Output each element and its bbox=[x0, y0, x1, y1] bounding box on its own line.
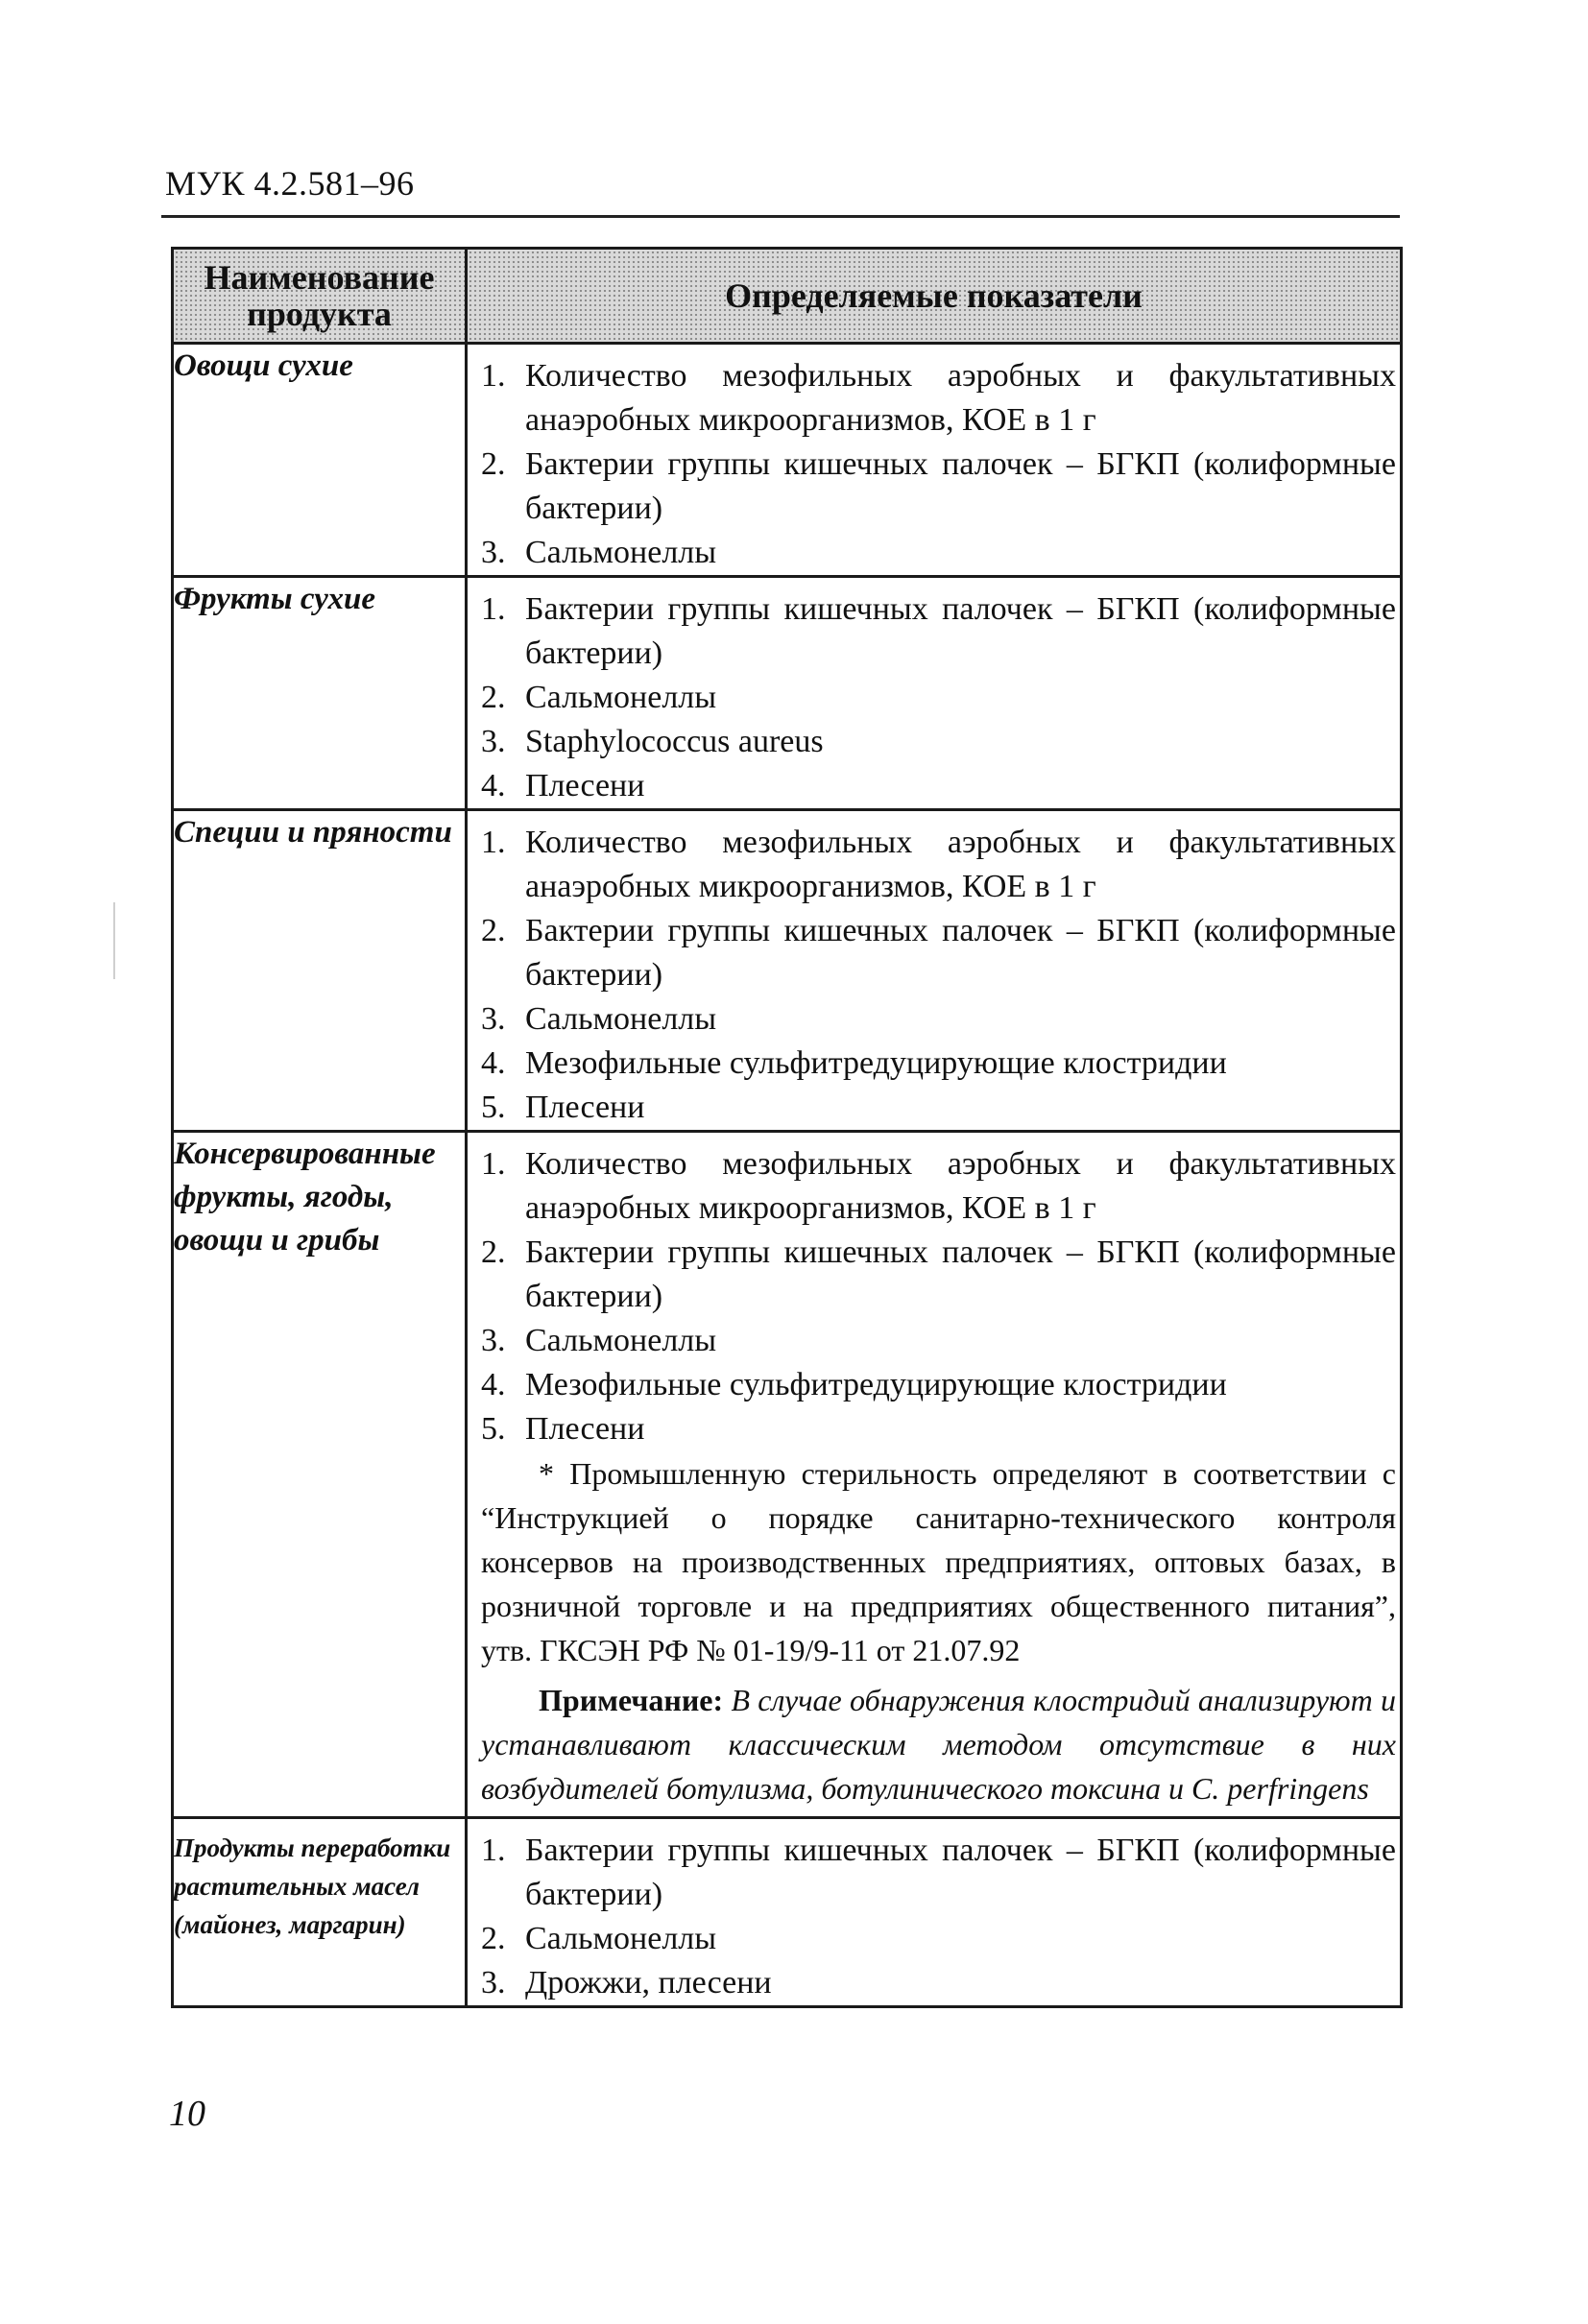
item-number: 1. bbox=[481, 591, 506, 627]
item-number: 3. bbox=[481, 1323, 506, 1358]
item-text: Плесени bbox=[525, 1411, 645, 1447]
item-text: Staphylococcus aureus bbox=[525, 724, 824, 759]
item-text: Бактерии группы кишечных палочек – БГКП (колиформные бактерии) bbox=[525, 446, 1396, 526]
item-number: 2. bbox=[481, 680, 506, 715]
table-row bbox=[173, 344, 1402, 577]
item-text: Мезофильные сульфитредуцирующие клостридии bbox=[525, 1367, 1227, 1402]
item-text: Сальмонеллы bbox=[525, 1921, 717, 1956]
item-text: Сальмонеллы bbox=[525, 1323, 717, 1358]
remark-text: В случае обнаружения клостридий анализируют и устанавливают классическим методом отсутствие в них возбудителей ботулизма, ботулинического токсина и C. perfringens bbox=[481, 1683, 1397, 1806]
indicators-cell bbox=[467, 344, 1402, 577]
indicators-cell bbox=[467, 1132, 1402, 1818]
table-row bbox=[173, 1818, 1402, 2007]
list-item bbox=[481, 1319, 1396, 1363]
table-header-row bbox=[173, 249, 1402, 344]
document-code-header: МУК 4.2.581–96 bbox=[165, 164, 415, 203]
product-name: Овощи сухие bbox=[173, 344, 467, 577]
indicators-table bbox=[171, 247, 1403, 2008]
table-row bbox=[173, 577, 1402, 810]
indicators-cell bbox=[467, 1818, 1402, 2007]
list-item bbox=[481, 1829, 1396, 1917]
item-number: 1. bbox=[481, 825, 506, 860]
product-name: Продукты переработки растительных масел (майонез, маргарин) bbox=[173, 1818, 467, 2007]
header-rule bbox=[161, 215, 1400, 218]
item-number: 4. bbox=[481, 1045, 506, 1081]
list-item bbox=[481, 1042, 1396, 1086]
item-number: 3. bbox=[481, 1965, 506, 2001]
item-text: Дрожжи, плесени bbox=[525, 1965, 772, 2001]
item-text: Количество мезофильных аэробных и факультативных анаэробных микроорганизмов, КОЕ в 1 г bbox=[525, 1146, 1396, 1226]
indicator-list bbox=[468, 1819, 1400, 2005]
item-number: 3. bbox=[481, 1001, 506, 1037]
list-item bbox=[481, 1086, 1396, 1130]
indicators-cell bbox=[467, 577, 1402, 810]
indicators-cell bbox=[467, 810, 1402, 1132]
item-text: Количество мезофильных аэробных и факультативных анаэробных микроорганизмов, КОЕ в 1 г bbox=[525, 825, 1396, 904]
remark-label: Примечание: bbox=[539, 1683, 724, 1717]
item-number: 2. bbox=[481, 446, 506, 482]
indicator-list bbox=[468, 1133, 1400, 1451]
col-header-product: Наименование продукта bbox=[173, 249, 467, 344]
item-number: 5. bbox=[481, 1090, 506, 1125]
item-text: Мезофильные сульфитредуцирующие клостридии bbox=[525, 1045, 1227, 1081]
col-header-indicators: Определяемые показатели bbox=[467, 249, 1402, 344]
product-name: Консервированные фрукты, ягоды, овощи и грибы bbox=[173, 1132, 467, 1818]
list-item bbox=[481, 909, 1396, 997]
indicator-list bbox=[468, 345, 1400, 575]
list-item bbox=[481, 443, 1396, 531]
item-text: Бактерии группы кишечных палочек – БГКП (колиформные бактерии) bbox=[525, 1833, 1396, 1912]
item-number: 1. bbox=[481, 358, 506, 394]
indicator-list bbox=[468, 578, 1400, 808]
list-item bbox=[481, 821, 1396, 909]
item-text: Бактерии группы кишечных палочек – БГКП (колиформные бактерии) bbox=[525, 591, 1396, 671]
item-number: 1. bbox=[481, 1146, 506, 1182]
list-item bbox=[481, 764, 1396, 808]
item-number: 3. bbox=[481, 535, 506, 570]
item-text: Плесени bbox=[525, 768, 645, 803]
table-row bbox=[173, 1132, 1402, 1818]
page-number: 10 bbox=[169, 2094, 205, 2134]
list-item bbox=[481, 1961, 1396, 2005]
item-number: 4. bbox=[481, 1367, 506, 1402]
indicator-list bbox=[468, 811, 1400, 1130]
list-item bbox=[481, 1231, 1396, 1319]
item-number: 1. bbox=[481, 1833, 506, 1868]
list-item bbox=[481, 1917, 1396, 1961]
list-item bbox=[481, 1363, 1396, 1407]
list-item bbox=[481, 997, 1396, 1042]
sterility-footnote bbox=[468, 1451, 1400, 1678]
list-item bbox=[481, 1407, 1396, 1451]
item-number: 3. bbox=[481, 724, 506, 759]
item-text: Сальмонеллы bbox=[525, 680, 717, 715]
product-name: Специи и пряности bbox=[173, 810, 467, 1132]
item-number: 2. bbox=[481, 913, 506, 948]
item-number: 2. bbox=[481, 1921, 506, 1956]
item-text: Бактерии группы кишечных палочек – БГКП (колиформные бактерии) bbox=[525, 913, 1396, 993]
item-number: 4. bbox=[481, 768, 506, 803]
list-item bbox=[481, 720, 1396, 764]
list-item bbox=[481, 676, 1396, 720]
remark bbox=[468, 1678, 1400, 1816]
item-text: Плесени bbox=[525, 1090, 645, 1125]
item-number: 5. bbox=[481, 1411, 506, 1447]
margin-mark bbox=[113, 902, 115, 979]
list-item bbox=[481, 587, 1396, 676]
item-text: Сальмонеллы bbox=[525, 535, 717, 570]
table-row bbox=[173, 810, 1402, 1132]
list-item bbox=[481, 354, 1396, 443]
item-number: 2. bbox=[481, 1234, 506, 1270]
list-item bbox=[481, 1142, 1396, 1231]
list-item bbox=[481, 531, 1396, 575]
item-text: Бактерии группы кишечных палочек – БГКП (колиформные бактерии) bbox=[525, 1234, 1396, 1314]
item-text: Сальмонеллы bbox=[525, 1001, 717, 1037]
footnote-text: * Промышленную стерильность определяют в соответствии с “Инструкцией о порядке санитарно-технического контроля консервов на производственных предприятиях, оптовых базах, в розничной торговле и на предприятиях общественного питания”, утв. ГКСЭН РФ № 01-19/9-11 от 21.07.92 bbox=[481, 1456, 1396, 1667]
product-name: Фрукты сухие bbox=[173, 577, 467, 810]
item-text: Количество мезофильных аэробных и факультативных анаэробных микроорганизмов, КОЕ в 1 г bbox=[525, 358, 1396, 438]
